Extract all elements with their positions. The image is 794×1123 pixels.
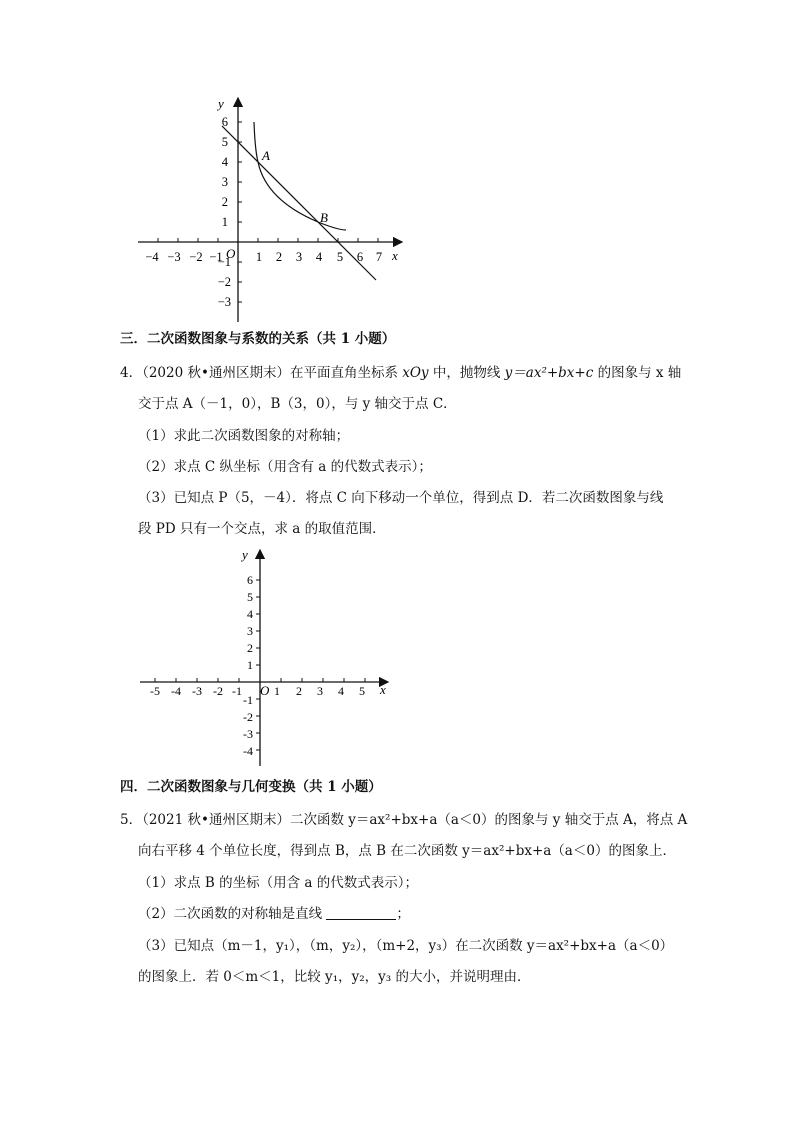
x-tick-label: -3 bbox=[192, 684, 202, 698]
y-tick-label: 2 bbox=[221, 195, 228, 209]
y-tick-label: 2 bbox=[247, 641, 253, 655]
x-tick-label: −4 bbox=[145, 250, 159, 264]
q5-part-2-text: （2）二次函数的对称轴是直线 bbox=[138, 906, 323, 922]
q4-part-3-cont: 段 PD 只有一个交点，求 a 的取值范围． bbox=[138, 521, 386, 537]
y-tick-label: 5 bbox=[221, 135, 228, 149]
q4-line-1-text-c: 的图象与 x 轴 bbox=[593, 365, 682, 381]
y-tick-label: 3 bbox=[247, 624, 253, 638]
x-tick-label: 6 bbox=[356, 250, 364, 264]
y-tick-label: 4 bbox=[221, 155, 228, 169]
origin-label: O bbox=[226, 246, 236, 261]
q4-line-2: 交于点 A（－1，0），B（3，0），与 y 轴交于点 C． bbox=[138, 396, 457, 412]
x-tick-label: -5 bbox=[150, 684, 160, 698]
y-tick-label: 1 bbox=[247, 658, 253, 672]
y-tick-label: 5 bbox=[247, 590, 253, 604]
x-tick-label: 5 bbox=[336, 250, 344, 264]
x-axis-label: x bbox=[380, 682, 386, 697]
x-tick-label: -2 bbox=[213, 684, 223, 698]
y-tick-label: -4 bbox=[243, 744, 253, 758]
point-a-label: A bbox=[262, 148, 270, 163]
q4-line-1-text: 4．（2020 秋•通州区期末）在平面直角坐标系 bbox=[120, 365, 403, 381]
y-tick-label: 6 bbox=[221, 115, 228, 129]
y-tick-label: 3 bbox=[221, 175, 228, 189]
y-axis-label: y bbox=[242, 547, 248, 562]
y-tick-label: -2 bbox=[243, 710, 253, 724]
x-tick-label: 4 bbox=[315, 250, 323, 264]
q4-line-1-text-b: 中，抛物线 bbox=[428, 365, 505, 381]
section-4-title: 四．二次函数图象与几何变换（共 1 小题） bbox=[120, 779, 382, 795]
x-tick-label: -1 bbox=[232, 684, 242, 698]
y-tick-label: 1 bbox=[221, 215, 228, 229]
q5-line-2: 向右平移 4 个单位长度，得到点 B，点 B 在二次函数 y＝ax²+bx+a（a＜0）的图象上． bbox=[138, 843, 676, 859]
q4-part-3: （3）已知点 P（5，－4）．将点 C 向下移动一个单位，得到点 D．若二次函数图象与线 bbox=[138, 490, 664, 506]
y-tick-label: -1 bbox=[243, 693, 253, 707]
y-tick-label: 4 bbox=[247, 607, 253, 621]
y-tick-label: -3 bbox=[243, 727, 253, 741]
point-b-label: B bbox=[320, 210, 328, 225]
q4-part-1: （1）求此二次函数图象的对称轴； bbox=[138, 428, 350, 444]
answer-blank[interactable] bbox=[326, 906, 396, 920]
q4-line-1 bbox=[120, 364, 681, 382]
x-axis-label: x bbox=[392, 248, 398, 263]
q5-line-1: 5．（2021 秋•通州区期末）二次函数 y＝ax²+bx+a（a＜0）的图象与 y 轴交于点 A，将点 A bbox=[120, 812, 688, 828]
graph-2 bbox=[136, 546, 398, 770]
x-tick-label: 1 bbox=[255, 250, 263, 264]
q4-coord-system: xOy bbox=[402, 365, 429, 381]
x-tick-label: -4 bbox=[171, 684, 181, 698]
x-tick-label: 3 bbox=[295, 250, 303, 264]
x-tick-label: −3 bbox=[167, 250, 181, 264]
x-tick-label: 1 bbox=[274, 684, 280, 698]
q4-part-2: （2）求点 C 纵坐标（用含有 a 的代数式表示）； bbox=[138, 459, 432, 475]
y-axis-label: y bbox=[218, 96, 224, 111]
q5-part-2 bbox=[138, 905, 410, 923]
q5-part-1: （1）求点 B 的坐标（用含 a 的代数式表示）； bbox=[138, 875, 418, 891]
y-tick-label: −2 bbox=[217, 275, 231, 289]
q5-part-3: （3）已知点（m－1，y₁），（m，y₂），（m+2，y₃）在二次函数 y＝ax²+bx+a（a＜0） bbox=[138, 938, 674, 954]
origin-label: O bbox=[260, 683, 270, 698]
x-tick-label: 2 bbox=[275, 250, 283, 264]
x-tick-label: 3 bbox=[317, 684, 323, 698]
x-tick-label: 2 bbox=[296, 684, 302, 698]
q5-part-3-cont: 的图象上．若 0＜m＜1，比较 y₁，y₂，y₃ 的大小，并说明理由． bbox=[138, 969, 531, 985]
hyperbola-graph bbox=[254, 122, 346, 230]
y-tick-label: −3 bbox=[217, 295, 231, 309]
graph-1 bbox=[130, 92, 420, 327]
q4-equation: y＝ax²+bx+c bbox=[504, 365, 594, 381]
section-3-title: 三．二次函数图象与系数的关系（共 1 小题） bbox=[120, 331, 396, 347]
y-tick-label: 6 bbox=[247, 573, 253, 587]
x-tick-label: 5 bbox=[359, 684, 365, 698]
y-tick-label: −1 bbox=[217, 255, 231, 269]
x-tick-label: −2 bbox=[189, 250, 203, 264]
q5-part-2-end: ； bbox=[396, 906, 410, 922]
x-tick-label: 4 bbox=[338, 684, 344, 698]
x-tick-label: −1 bbox=[209, 250, 223, 264]
x-tick-label: 7 bbox=[375, 250, 383, 264]
